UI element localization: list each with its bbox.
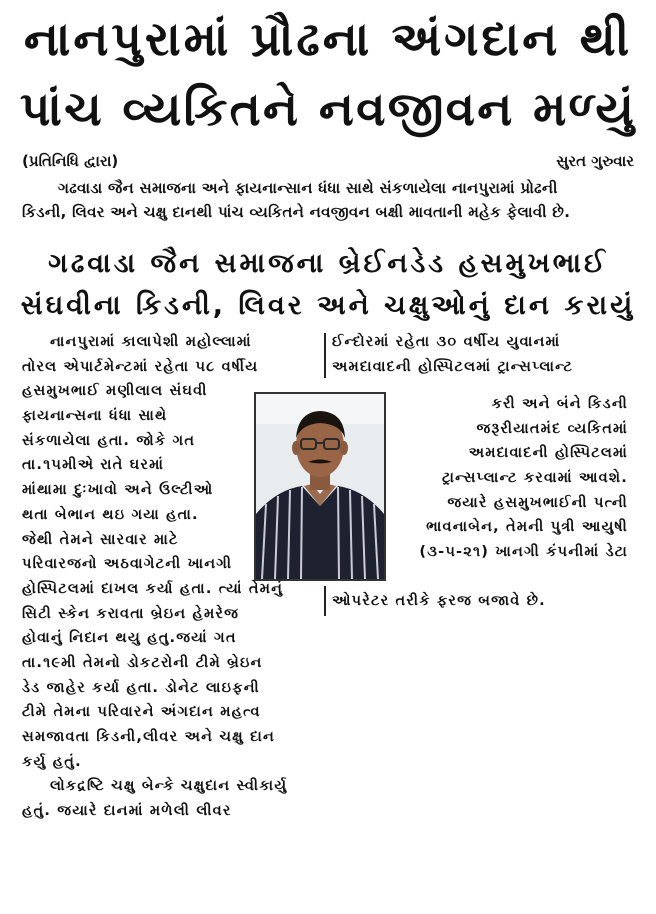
person-photo [254,392,386,581]
text-line: ટ્રાન્સપ્લાન્ટ કરવામાં આવશે. [441,470,628,487]
text-line: ટીમે તેમના પરિવારને અંગદાન મહત્વ [22,704,261,721]
text-line: હોવાનું નિદાન થયુ હતુ.જયાં ગત [22,630,237,647]
text-line: હસમુખભાઈ મણીલાલ સંઘવી [22,383,208,400]
text-line: જેથી તેમને સારવાર માટે [22,531,179,548]
article-right-column-bottom [332,589,632,614]
column-divider [324,333,326,378]
text-line: ઓપરેટર તરીકે ફરજ બજાવે છે. [332,593,546,609]
text-line: અમદાવાદની હોસ્પિટલમાં ટ્રાન્સપ્લાન્ટ [332,358,574,375]
text-line: તા.૧૯મી તેમનો ડોકટરોની ટીમે બ્રેઇન [22,654,263,671]
headline-line-2: પાંચ વ્યકિતને નવજીવન મળ્યું [19,82,637,137]
text-line: નાનપુરામાં કાલાપેશી મહોલ્લામાં [50,334,252,350]
text-line: જરૂરીયાતમંદ વ્યકિતમાં [476,420,628,437]
subheadline-line-2: સંઘવીના કિડની, લિવર અને ચક્ષુઓનું દાન કરાયું [20,290,636,321]
text-line: ભાવનાબેન, તેમની પુત્રી આયુષી [426,519,628,536]
byline: (પ્રતિનિધિ દ્વારા) [22,152,119,170]
text-line: ઈન્દોરમાં રહેતા ૩૦ વર્ષીય યુવાનમાં [332,334,561,350]
text-line: અમદાવાદની હોસ્પિટલમાં [468,445,628,462]
text-line: તા.૧૫મીએ રાતે ઘરમાં [22,457,165,474]
text-line: હતું. જયારે દાનમાં મળેલી લીવર [22,803,232,820]
article-right-column-top [332,330,632,379]
text-line: માંથામા દુઃખાવો અને ઉલ્ટીઓ [22,482,214,499]
text-line: કરી અને બંને કિડની [491,396,628,412]
text-line: ફાયનાન્સના ધંધા સાથે [22,408,168,425]
dateline: સુરત ગુરુવાર [556,152,634,170]
text-line: સંકળાયેલા હતા. જોકે ગત [22,432,196,449]
text-line: પરિવારજનો અઠવાગેટની ખાનગી [22,556,233,573]
text-line: તોરલ એપાર્ટમેન્ટમાં રહેતા ૫૮ વર્ષીય [22,358,259,375]
subheadline-line-1: ગઢવાડા જૈન સમાજના બ્રેઈનડેડ હસમુખભાઈ [48,248,608,279]
headline-line-1: નાનપુરામાં પ્રૌઢના અંગદાન થી [23,12,633,67]
article-right-column-mid [388,392,628,565]
text-line: કર્યુ હતું. [22,753,82,770]
intro-line-2: કિડની, લિવર અને ચક્ષુ દાનથી પાંચ વ્યકિતને નવજીવન બક્ષી માવતાની મહેક ફેલાવી છે. [22,203,571,221]
intro-line-1: ગઢવાડા જૈન સમાજના અને ફાયનાન્સાન ધંધા સાથે સંકળાયેલા નાનપુરામાં પ્રોઢની [58,179,558,197]
column-divider [324,586,326,616]
text-line: સિટી સ્કેન કરાવતા બ્રેઇન હેમરેજ [22,605,240,622]
text-line: લોકદ્રષ્ટિ ચક્ષુ બેન્કે ચક્ષુદાન સ્વીકાર્યુ [50,778,288,795]
text-line: જયારે હસમુખભાઈની પત્ની [447,494,628,511]
text-line: થતા બેભાન થઇ ગયા હતા. [22,506,199,523]
text-line: ડેડ જાહેર કર્યા હતા. ડોનેટ લાઇફની [22,679,260,696]
text-line: હોસ્પિટલમાં દાખલ કર્યા હતા. ત્યાં તેમનું [22,580,284,597]
text-line: સમજાવતા કિડની,લીવર અને ચક્ષુ દાન [22,729,275,745]
text-line: (૩-૫-૨૧) ખાનગી કંપનીમાં ડેટા [419,544,628,561]
